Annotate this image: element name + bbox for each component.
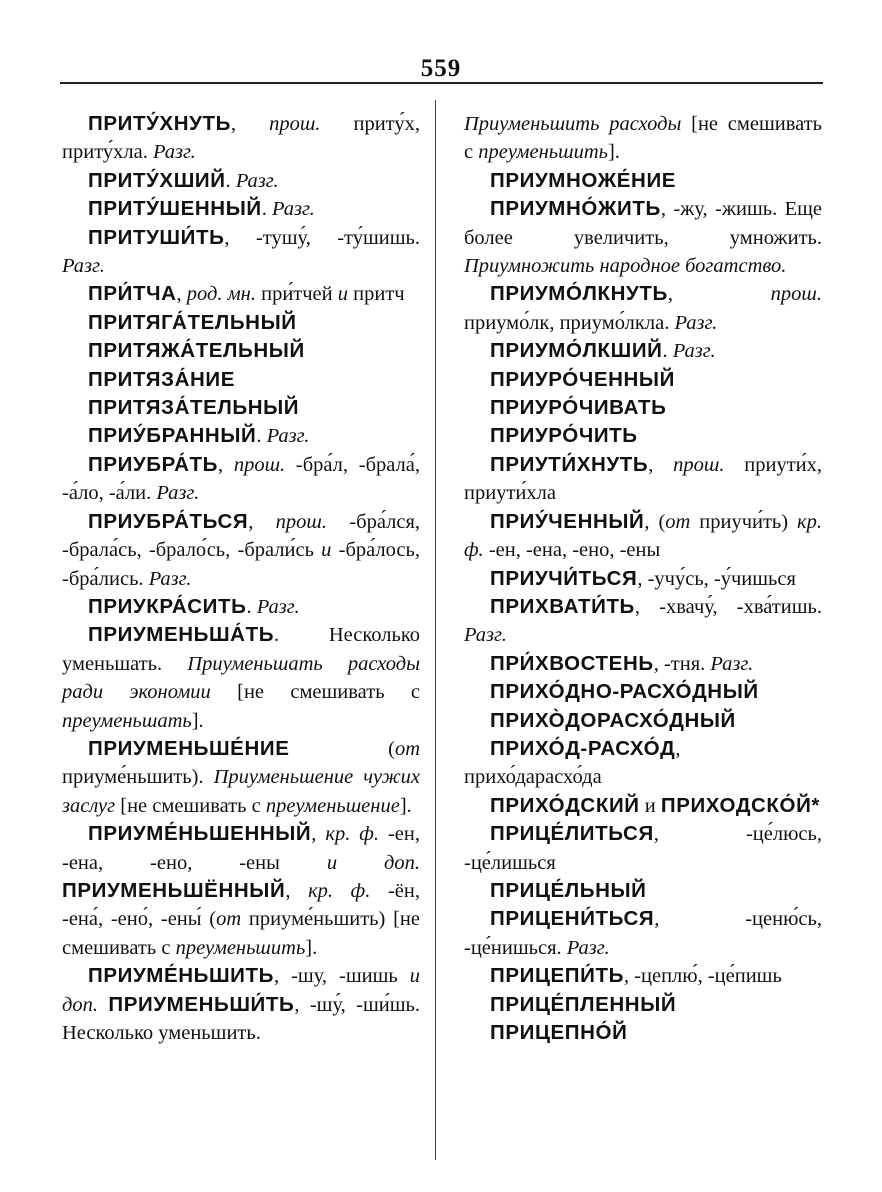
entry-headword: ПРИУМЕНЬША́ТЬ <box>88 623 275 647</box>
dictionary-entry <box>62 110 420 167</box>
dictionary-entry <box>464 280 822 337</box>
dictionary-entry <box>62 962 420 1047</box>
dictionary-entry <box>62 394 420 422</box>
dictionary-entry <box>62 366 420 394</box>
dictionary-entry <box>62 195 420 223</box>
entry-headword: ПРИУ́ЧЕННЫЙ <box>490 509 645 533</box>
dictionary-entry <box>464 167 822 195</box>
entry-headword: ПРИ́ТЧА <box>88 282 177 306</box>
entry-headword: ПРИЦЕ́ЛЬНЫЙ <box>490 878 647 902</box>
dictionary-entry <box>62 280 420 308</box>
dictionary-entry <box>464 707 822 735</box>
entry-headword: ПРИХО́Д-РАСХО́Д <box>490 736 676 760</box>
entry-definition: (от приуме́ньшить). Приуменьшение чужих заслуг [не смешивать с преуменьшение]. <box>62 737 420 817</box>
page-number: 559 <box>420 55 462 82</box>
entry-headword: ПРИУМЕ́НЬШИТЬ <box>88 964 274 988</box>
entry-headword: ПРИЦЕ́ПЛЕННЫЙ <box>490 992 677 1016</box>
dictionary-entry <box>464 905 822 962</box>
entry-definition: . Несколько уменьшать. Приуменьшать расходы ради экономии [не смешивать с преуменьшать]. <box>62 624 420 732</box>
entry-headword: ПРИЦЕ́ЛИТЬСЯ <box>490 822 654 846</box>
dictionary-entry <box>62 224 420 281</box>
entry-definition: , -учу́сь, -у́чишься <box>637 567 796 590</box>
entry-definition: . Разг. <box>256 425 310 448</box>
dictionary-entry <box>464 792 822 820</box>
dictionary-entry <box>464 195 822 280</box>
dictionary-entry <box>464 820 822 877</box>
entry-headword: ПРИЦЕНИ́ТЬСЯ <box>490 907 655 931</box>
entry-headword: ПРИУМО́ЛКШИЙ <box>490 339 663 363</box>
entry-definition: , кр. ф. -ен, -ена, -ено, -ены и доп. ПРИУМЕНЬШЁННЫЙ, кр. ф. -ён, -ена́, -ено́, -ены́ (от приуме́ньшить) [не смешивать с преуменьшить]. <box>62 823 420 959</box>
header-rule <box>60 82 823 84</box>
dictionary-entry <box>464 593 822 650</box>
dictionary-entry <box>62 309 420 337</box>
entry-definition: , -шу, -шишь и доп. ПРИУМЕНЬШИ́ТЬ, -шу́, -ши́шь. Несколько уменьшить. <box>62 965 421 1044</box>
dictionary-entry <box>62 820 420 962</box>
entry-headword: ПРИХО̀ДОРАСХО́ДНЫЙ <box>490 708 736 732</box>
dictionary-entry <box>62 593 420 621</box>
entry-headword: ПРИТЯГА́ТЕЛЬНЫЙ <box>88 310 297 334</box>
dictionary-entry <box>62 337 420 365</box>
entry-headword: ПРИУМО́ЛКНУТЬ <box>490 282 668 306</box>
entry-headword: ПРИУБРА́ТЬ <box>88 452 218 476</box>
dictionary-entry <box>464 422 822 450</box>
entry-headword: ПРИУРО́ЧЕННЫЙ <box>490 367 675 391</box>
dictionary-entry <box>464 962 822 990</box>
entry-definition: , -тня. Разг. <box>653 652 754 675</box>
entry-headword: ПРИТУ́ХШИЙ <box>88 168 226 192</box>
dictionary-entry <box>464 366 822 394</box>
right-column <box>464 110 822 1047</box>
entry-headword: ПРИУМЕНЬШЕ́НИЕ <box>88 736 290 760</box>
entry-headword: ПРИУМНО́ЖИТЬ <box>490 197 661 221</box>
entry-headword: ПРИТУШИ́ТЬ <box>88 225 225 249</box>
dictionary-entry <box>62 451 420 508</box>
entry-headword: ПРИЦЕПИ́ТЬ <box>490 964 624 988</box>
entry-definition: и ПРИХОДСКО́Й* <box>639 793 820 817</box>
entry-headword: ПРИУМНОЖЕ́НИЕ <box>490 168 677 192</box>
entry-definition: . Разг. <box>225 169 279 192</box>
entry-headword: ПРИХО́ДСКИЙ <box>490 793 640 817</box>
entry-headword: ПРИ́ХВОСТЕНЬ <box>490 651 654 675</box>
dictionary-entry <box>464 650 822 678</box>
entry-headword: ПРИТУ́ШЕННЫЙ <box>88 197 262 221</box>
dictionary-entry <box>464 394 822 422</box>
entry-headword: ПРИУРО́ЧИВАТЬ <box>490 396 667 420</box>
entry-definition: . Разг. <box>246 595 300 618</box>
dictionary-entry <box>464 735 822 792</box>
dictionary-entry <box>464 991 822 1019</box>
dictionary-entry <box>464 337 822 365</box>
dictionary-entry <box>62 422 420 450</box>
entry-headword: ПРИУЧИ́ТЬСЯ <box>490 566 638 590</box>
entry-definition: , -цеплю́, -це́пишь <box>623 965 782 988</box>
entry-headword: ПРИТЯЗА́НИЕ <box>88 367 235 391</box>
entry-definition: , -тушу́, -ту́шишь. Разг. <box>62 226 420 278</box>
entry-headword: ПРИТЯЗА́ТЕЛЬНЫЙ <box>88 396 300 420</box>
entry-definition: , прош. приту́х, приту́хла. Разг. <box>62 113 420 164</box>
dictionary-entry <box>62 621 420 735</box>
dictionary-entry <box>464 1019 822 1047</box>
dictionary-entry <box>464 565 822 593</box>
dictionary-entry <box>464 110 822 167</box>
entry-definition: , прош. приути́х, приути́хла <box>464 453 823 505</box>
entry-definition: , -ценю́сь, -це́нишься. Разг. <box>464 908 822 959</box>
entry-headword: ПРИУ́БРАННЫЙ <box>88 424 257 448</box>
entry-definition: , прош. приумо́лк, приумо́лкла. Разг. <box>464 283 822 334</box>
entry-definition: Приуменьшить расходы [не смешивать с преуменьшить]. <box>464 113 822 164</box>
entry-headword: ПРИУКРА́СИТЬ <box>88 594 247 618</box>
entry-definition: , прош. -бра́л, -брала́, -а́ло, -а́ли. Разг. <box>62 453 420 505</box>
entry-definition: , (от приучи́ть) кр. ф. -ен, -ена, -ено, -ены <box>464 510 822 562</box>
entry-headword: ПРИУМЕ́НЬШЕННЫЙ <box>88 822 312 846</box>
dictionary-entry <box>62 508 420 593</box>
entry-headword: ПРИУБРА́ТЬСЯ <box>88 509 249 533</box>
dictionary-entry <box>464 877 822 905</box>
entry-definition: , -це́люсь, -це́лишься <box>464 823 822 874</box>
entry-definition: , -жу, -жишь. Еще более увеличить, умножить. Приумножить народное богатство. <box>464 198 822 278</box>
column-divider <box>435 100 436 1160</box>
entry-headword: ПРИХВАТИ́ТЬ <box>490 594 635 618</box>
entry-definition: , прихо́дарасхо́да <box>464 737 681 789</box>
dictionary-entry <box>62 735 420 820</box>
entry-definition: , -хвачу́, -хва́тишь. Разг. <box>464 595 822 647</box>
entry-headword: ПРИУТИ́ХНУТЬ <box>490 452 649 476</box>
entry-definition: , прош. -бра́лся, -брала́сь, -брало́сь, -брали́сь и -бра́лось, -бра́лись. Разг. <box>62 510 421 590</box>
dictionary-entry <box>62 167 420 195</box>
entry-definition: . Разг. <box>261 198 315 221</box>
entry-definition: . Разг. <box>662 340 716 363</box>
dictionary-entry <box>464 678 822 706</box>
left-column <box>62 110 420 1047</box>
entry-definition: , род. мн. при́тчей и притч <box>176 283 405 306</box>
entry-headword: ПРИУРО́ЧИТЬ <box>490 424 638 448</box>
entry-headword: ПРИТЯЖА́ТЕЛЬНЫЙ <box>88 339 305 363</box>
dictionary-entry <box>464 451 822 508</box>
entry-headword: ПРИЦЕПНО́Й <box>490 1021 628 1044</box>
dictionary-entry <box>464 508 822 565</box>
entry-headword: ПРИХО́ДНО-РАСХО́ДНЫЙ <box>490 680 759 704</box>
entry-headword: ПРИТУ́ХНУТЬ <box>88 112 231 135</box>
